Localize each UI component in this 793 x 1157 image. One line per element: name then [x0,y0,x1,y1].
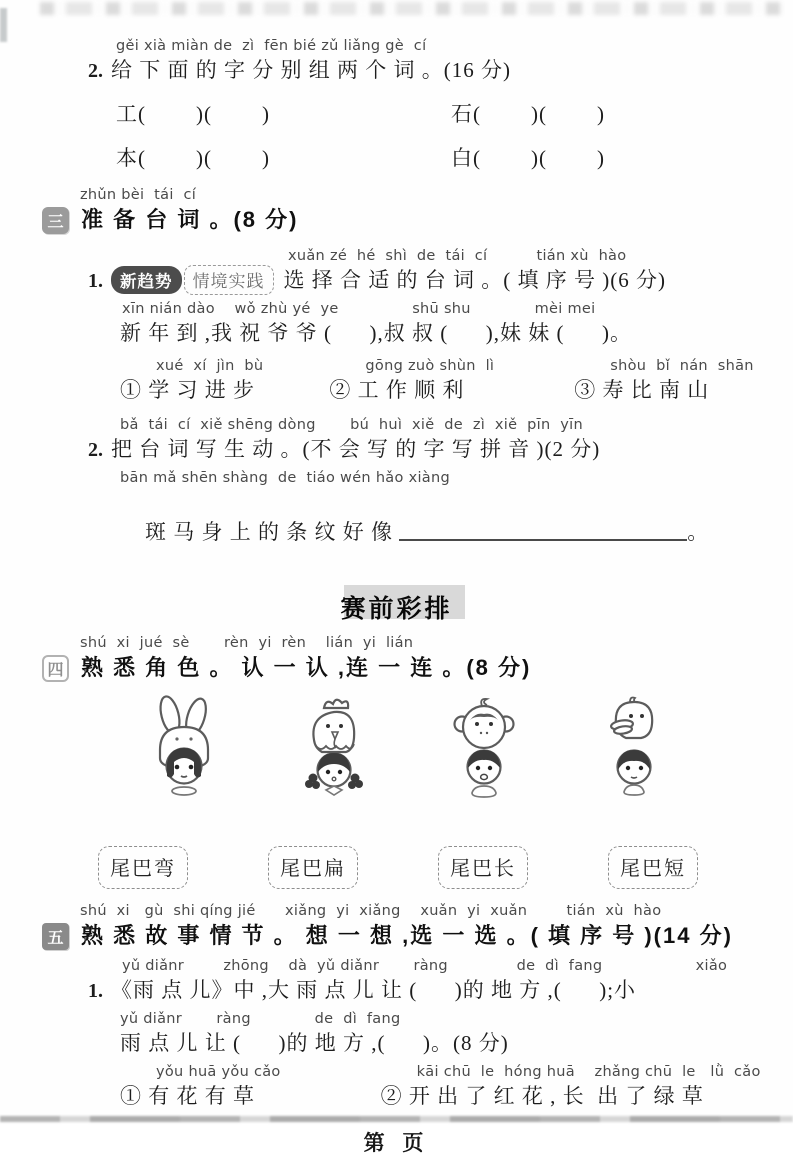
rooster-hat-child-illustration [286,694,382,812]
pinyin-line: gěi xià miàn de zì fēn bié zǔ liǎng gè cí [116,38,427,54]
pinyin-line: zhǔn bèi tái cí [80,187,197,203]
word-building-row [116,143,793,173]
options-row [0,358,793,405]
question-number: 2. [88,60,103,82]
page-footer: 第 页 [363,1132,430,1155]
question-number: 2. [88,439,103,461]
question-choose-lines [88,265,793,295]
tail-label-flat: 尾巴扁 [268,846,358,889]
question-text-continued: 雨 点 儿 让 ( )的 地 方 ,( )。(8 分) [120,1031,509,1055]
question-word-building [88,55,793,85]
pinyin-line: kāi chū le hóng huā zhǎng chū le lǜ cǎo [416,1064,761,1080]
option-text: ② 开 出 了 红 花 , 长 出 了 绿 草 [380,1084,704,1108]
tail-label-short: 尾巴短 [608,846,698,889]
sentence-stem: 斑 马 身 上 的 条 纹 好 像 [145,520,400,544]
option-2 [381,1064,761,1111]
blank-group: 白( )( ) [451,146,605,170]
situational-practice-tag: 情境实践 [184,265,274,295]
pinyin-line: shú xi gù shi qíng jié xiǎng yi xiǎng xuǎn yi xuǎn tián xù hào [80,903,662,919]
monkey-hat-child-illustration [436,694,532,812]
option-text: ③ 寿 比 南 山 [574,378,710,402]
fill-blank-sentence [120,487,793,577]
question-text: 把 台 词 写 生 动 。(不 会 写 的 字 写 拼 音 )(2 分) [111,437,601,461]
question-number: 1. [88,270,103,292]
blank-group: 本( )( ) [116,146,270,170]
option-1 [120,1064,281,1111]
scan-artifact-left [0,8,7,42]
pinyin-line: gōng zuò shùn lì [365,358,495,374]
option-1 [120,358,263,405]
new-trend-tag: 新趋势 [111,266,182,294]
pinyin-line: xué xí jìn bù [156,358,264,374]
options-row [0,1064,793,1111]
pinyin-line: yǒu huā yǒu cǎo [156,1064,281,1080]
sentence-period: 。 [687,520,710,544]
question-number: 1. [88,980,103,1002]
pinyin-line: yǔ diǎnr zhōng dà yǔ diǎnr ràng de dì fang xiǎo [122,958,728,974]
pinyin-line: yǔ diǎnr ràng de dì fang [120,1011,401,1027]
tail-label-bent: 尾巴弯 [98,846,188,889]
pinyin-line: bǎ tái cí xiě shēng dòng bú huì xiě de zì xiě pīn yīn [120,417,583,433]
tail-labels-row [98,846,793,889]
question-write-line [88,434,793,464]
option-text: ① 有 花 有 草 [120,1084,255,1108]
question-rain-drops [88,975,793,1005]
section-four-badge: 四 [42,655,69,682]
answer-blank [399,519,687,541]
pinyin-line: xuǎn zé hé shì de tái cí tián xù hào [288,248,627,264]
pinyin-line: bān mǎ shēn shàng de tiáo wén hǎo xiàng [120,470,450,486]
question-text: 给 下 面 的 字 分 别 组 两 个 词 。(16 分) [111,58,511,82]
word-building-row [116,99,793,129]
fill-blank-sentence: 新 年 到 ,我 祝 爷 爷 ( ),叔 叔 ( ),妹 妹 ( )。 [120,321,632,345]
section-three-header [42,204,793,236]
blank-group: 工( )( ) [116,102,270,126]
duck-hat-child-illustration [586,694,682,812]
pinyin-line: xīn nián dào wǒ zhù yé ye shū shu mèi mei [122,301,596,317]
section-five-title: 熟 悉 故 事 情 节 。 想 一 想 ,选 一 选 。( 填 序 号 )(14 分) [81,923,733,948]
section-three-badge: 三 [42,207,69,234]
option-2 [329,358,494,405]
banner-row [0,587,793,627]
scan-artifact-top [40,2,785,15]
section-four-title: 熟 悉 角 色 。 认 一 认 ,连 一 连 。(8 分) [81,655,532,680]
pinyin-line: shòu bǐ nán shān [610,358,754,374]
question-text: 《雨 点 儿》中 ,大 雨 点 儿 让 ( )的 地 方 ,( );小 [111,978,637,1002]
pinyin-line: shú xi jué sè rèn yi rèn lián yi lián [80,635,414,651]
section-five-header [42,920,793,952]
section-three-title: 准 备 台 词 。(8 分) [81,207,299,232]
rabbit-hat-child-illustration [136,694,232,812]
section-four-header [42,652,793,684]
character-figures-row [136,694,793,812]
tail-label-long: 尾巴长 [438,846,528,889]
option-text: ① 学 习 进 步 [120,378,255,402]
section-five-badge: 五 [42,923,69,950]
question-text: 选 择 合 适 的 台 词 。( 填 序 号 )(6 分) [283,268,666,292]
option-3 [574,358,753,405]
blank-group: 石( )( ) [451,102,605,126]
rehearsal-banner: 赛前彩排 [334,587,458,627]
option-text: ② 工 作 顺 利 [329,378,465,402]
scan-artifact-bottom [0,1116,793,1122]
